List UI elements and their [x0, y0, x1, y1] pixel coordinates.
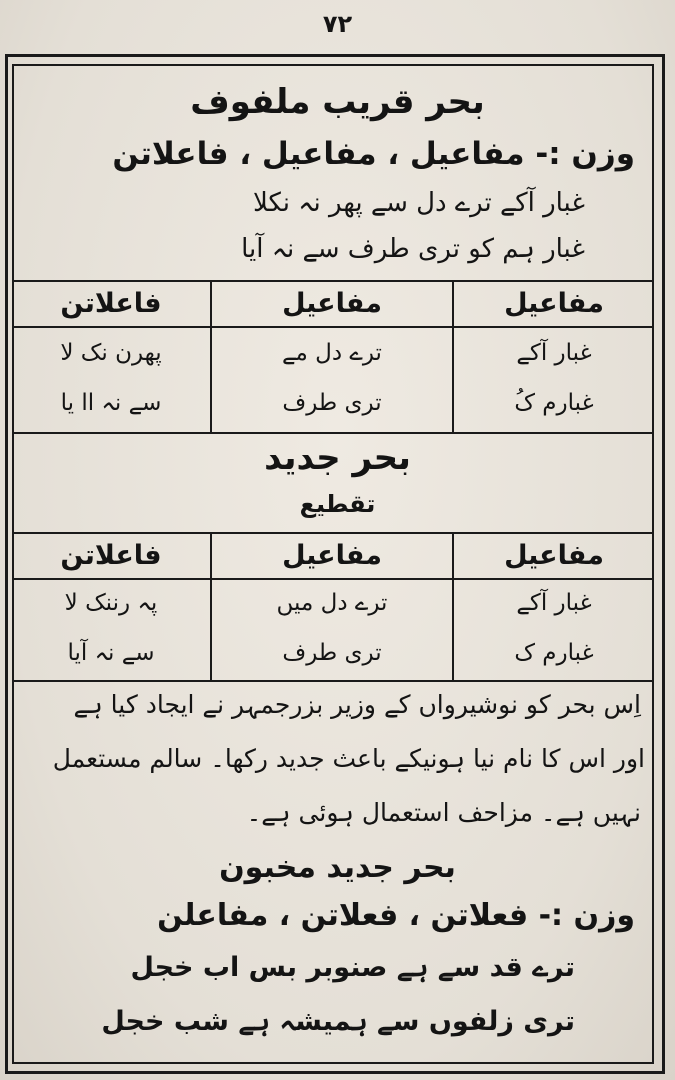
table1-r2-c3: سے نہ اا یا [60, 390, 162, 416]
section3-title: بحر جدید مخبون [219, 850, 456, 885]
section3-couplet-line-2: تری زلفوں سے ہمیشہ ہے شب خجل [101, 1006, 575, 1037]
table2-header-col3: فاعلاتن [60, 540, 162, 571]
table1-header-col2: مفاعیل [282, 288, 382, 319]
table2-r2-c3: سے نہ آیا [67, 640, 155, 666]
table2-r1-c2: ترے دل میں [276, 590, 388, 616]
section2-subtitle: تقطیع [299, 490, 376, 518]
paragraph-line-1: اِس بحر کو نوشیرواں کے وزیر بزرجمہر نے ایجاد کیا ہے [73, 690, 641, 719]
table2-header-col1: مفاعیل [504, 540, 604, 571]
table2-bottom-rule [12, 680, 654, 682]
table2-r1-c3: پہ رننک لا [64, 590, 158, 616]
table1-r2-c2: تری طرف [282, 390, 382, 416]
table1-top-rule [12, 280, 654, 282]
table1-bottom-rule [12, 432, 654, 434]
table1-header-col1: مفاعیل [504, 288, 604, 319]
table2-r1-c1: غبار آکے [516, 590, 592, 616]
table1-header-rule [12, 326, 654, 328]
table2-header-rule [12, 578, 654, 580]
table1-r2-c1: غبارم کُ [514, 390, 594, 416]
section3-couplet-line-1: ترے قد سے ہے صنوبر بس اب خجل [130, 952, 575, 983]
section1-couplet-line-2: غبار ہم کو تری طرف سے نہ آیا [241, 234, 585, 264]
section1-couplet-line-1: غبار آکے ترے دل سے پھر نہ نکلا [252, 188, 585, 218]
table1-r1-c2: ترے دل مے [282, 340, 382, 366]
table2-top-rule [12, 532, 654, 534]
paragraph-line-2: اور اس کا نام نیا ہونیکے باعث جدید رکھا۔ سالم مستعمل [52, 744, 645, 773]
section2-title: بحر جدید [264, 438, 411, 478]
table2-r2-c1: غبارم ک [514, 640, 594, 666]
section1-title: بحر قریب ملفوف [190, 82, 485, 122]
section1-meter: وزن :- مفاعیل ، مفاعیل ، فاعلاتن [112, 136, 635, 172]
paragraph-line-3: نہیں ہے۔ مزاحف استعمال ہوئی ہے۔ [246, 798, 641, 827]
page-number: ٧٢ [322, 10, 353, 38]
table1-header-col3: فاعلاتن [60, 288, 162, 319]
table1-r1-c3: پھرن نک لا [60, 340, 162, 366]
table1-r1-c1: غبار آکے [516, 340, 592, 366]
table2-r2-c2: تری طرف [282, 640, 382, 666]
section3-meter: وزن :- فعلاتن ، فعلاتن ، مفاعلن [157, 898, 635, 933]
table2-header-col2: مفاعیل [282, 540, 382, 571]
